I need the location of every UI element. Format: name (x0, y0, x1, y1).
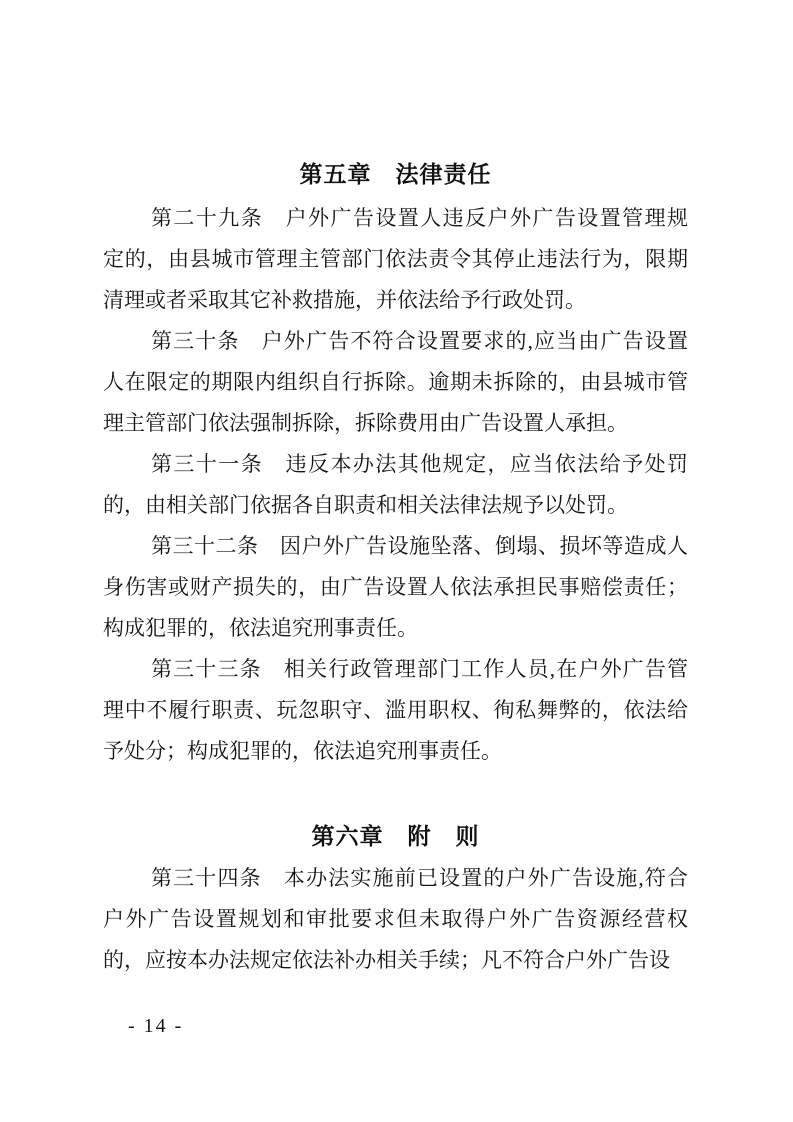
text-line: 第三十四条 本办法实施前已设置的户外广告设施,符合 (151, 866, 688, 890)
text-line: 第三十一条 违反本办法其他规定，应当依法给予处罚 (151, 452, 688, 476)
text-line: 的，应按本办法规定依法补办相关手续；凡不符合户外广告设 (103, 948, 670, 972)
text-line: 予处分；构成犯罪的，依法追究刑事责任。 (103, 739, 502, 763)
chapter-6-heading: 第六章 附 则 (311, 823, 480, 849)
article-29 (103, 198, 688, 321)
text-line: 身伤害或财产损失的，由广告设置人依法承担民事赔偿责任； (103, 575, 688, 599)
chapter-5-heading: 第五章 法律责任 (299, 161, 492, 187)
text-line: 清理或者采取其它补救措施，并依法给予行政处罚。 (103, 288, 586, 312)
article-31 (103, 444, 688, 526)
article-32 (103, 526, 688, 649)
page-number: - 14 - (128, 1015, 184, 1037)
article-33 (103, 649, 688, 772)
document-content (103, 160, 688, 981)
text-line: 第三十三条 相关行政管理部门工作人员,在户外广告管 (151, 657, 688, 681)
text-line: 理主管部门依法强制拆除，拆除费用由广告设置人承担。 (103, 411, 628, 435)
text-line: 构成犯罪的，依法追究刑事责任。 (103, 616, 418, 640)
text-line: 的，由相关部门依据各自职责和相关法律法规予以处罚。 (103, 493, 628, 517)
text-line: 第二十九条 户外广告设置人违反户外广告设置管理规 (151, 206, 688, 230)
text-line: 理中不履行职责、玩忽职守、滥用职权、徇私舞弊的，依法给 (103, 698, 688, 722)
text-line: 第三十条 户外广告不符合设置要求的,应当由广告设置 (151, 329, 688, 353)
article-34 (103, 858, 688, 981)
article-30 (103, 321, 688, 444)
text-line: 户外广告设置规划和审批要求但未取得户外广告资源经营权 (103, 907, 688, 931)
text-line: 第三十二条 因户外广告设施坠落、倒塌、损坏等造成人 (151, 534, 688, 558)
text-line: 定的，由县城市管理主管部门依法责令其停止违法行为，限期 (103, 247, 688, 271)
text-line: 人在限定的期限内组织自行拆除。逾期未拆除的，由县城市管 (103, 370, 688, 394)
